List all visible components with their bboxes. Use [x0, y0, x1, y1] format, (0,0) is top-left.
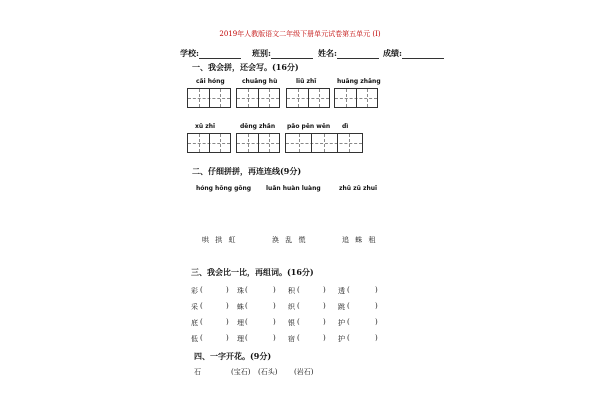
name-label: 姓名: [318, 48, 337, 58]
compare-char: 采 [191, 303, 198, 311]
compare-char: 积 [288, 287, 295, 295]
score-label: 成绩: [383, 48, 402, 58]
pinyin-1-3: liǔ zhī [296, 78, 317, 85]
char-group-1: 哄 拱 虹 [202, 236, 238, 244]
pinyin-1-2: chuāng hù [242, 78, 278, 85]
pinyin-1-1: cǎi hóng [196, 78, 225, 85]
compare-char: 理 [237, 335, 244, 343]
compare-char: 织 [288, 303, 295, 311]
score-blank[interactable] [402, 50, 444, 59]
school-label: 学校: [180, 48, 199, 58]
section3-title: 三、我会比一比，再组词。(16分) [191, 267, 314, 277]
header-score [383, 48, 444, 59]
flower-example-1: (宝石) [231, 368, 251, 376]
writing-box-1-3[interactable] [286, 88, 330, 108]
header-class [252, 48, 313, 59]
compare-char: 跳 [338, 303, 345, 311]
class-label: 班别: [252, 48, 271, 58]
class-blank[interactable] [271, 50, 313, 59]
writing-box-1-1[interactable] [187, 88, 231, 108]
compare-char: 护 [338, 319, 345, 327]
flower-example-3: (岩石) [294, 368, 314, 376]
school-blank[interactable] [199, 50, 241, 59]
compare-char: 底 [191, 319, 198, 327]
pinyin-2-2: dēng zhǎn [240, 123, 276, 130]
header-school [180, 48, 241, 59]
pinyin-group-1: hóng hōng gōng [196, 185, 252, 192]
section4-title: 四、一字开花。(9分) [194, 351, 272, 361]
pinyin-group-2: luǎn huàn luàng [266, 185, 321, 192]
section1-title: 一、我会拼，还会写。(16分) [192, 62, 299, 72]
flower-example-2: (石头) [258, 368, 278, 376]
header-name [318, 48, 379, 59]
writing-box-1-4[interactable] [334, 88, 378, 108]
compare-char: 珠 [237, 287, 244, 295]
char-group-2: 涣 乱 慌 [272, 236, 308, 244]
flower-center-char: 石 [194, 368, 201, 376]
writing-box-2-1[interactable] [187, 133, 231, 153]
doc-title: 2019年人教版语文二年级下册单元试卷第五单元 (I) [219, 30, 381, 38]
writing-box-1-2[interactable] [236, 88, 280, 108]
compare-char: 彩 [191, 287, 198, 295]
section2-title: 二、仔细拼拼，再连连线(9分) [192, 166, 302, 176]
pinyin-2-3: pǎo pēn wēn [287, 123, 331, 130]
writing-box-2-2[interactable] [236, 133, 280, 153]
compare-char: 护 [338, 335, 345, 343]
pinyin-group-3: zhū zū zhuī [339, 185, 378, 192]
compare-char: 低 [191, 335, 198, 343]
name-blank[interactable] [337, 50, 379, 59]
pinyin-2-4: dì [342, 123, 349, 130]
writing-box-2-3[interactable] [285, 133, 363, 153]
char-group-3: 追 蛛 租 [342, 236, 378, 244]
compare-char: 透 [338, 287, 345, 295]
pinyin-1-4: huāng zhāng [337, 78, 381, 85]
pinyin-2-1: xū zhī [195, 123, 216, 130]
compare-char: 埋 [237, 319, 244, 327]
compare-char: 蛛 [237, 303, 244, 311]
worksheet-page: 2019年人教版语文二年级下册单元试卷第五单元 (I) 学校: 班别: 姓名: 成绩: 一、我会拼，还会写。(16分) cǎi hóng chuāng hù liǔ zhī huāng zhāng xū zhī dēng zhǎn pǎo pēn wēn dì 二、仔细拼拼，再连连线(9分) hóng hōng gōng luǎn huàn luàng zhū zū zhuī 哄 拱 虹 涣 乱 慌 追 蛛 租 三、我会比一比，再组词。(16分) 彩 ( ) 珠 ( ) 积 ( ) 透 ( ) 采 ( ) 蛛 ( ) 织 ( ) 跳 ( ) 底 ( ) 埋 ( ) 银 ( ) 护 ( ) 低 ( ) 理 ( ) 宿 ( ) 护 ( ) 四、一字开花。(9分) 石 (宝石) (石头) (岩石) [0, 0, 600, 400]
compare-char: 银 [288, 319, 295, 327]
compare-char: 宿 [288, 335, 295, 343]
